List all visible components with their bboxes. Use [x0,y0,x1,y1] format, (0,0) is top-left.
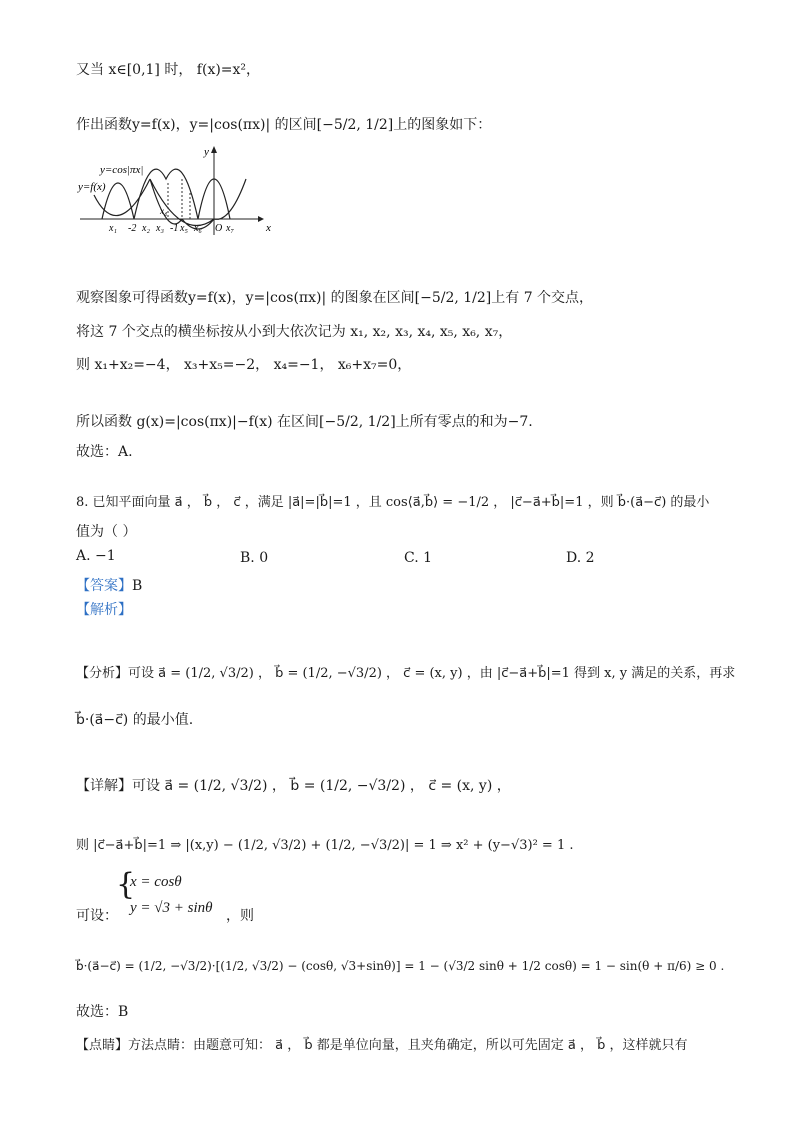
text-line-4: 将这 7 个交点的横坐标按从小到大依次记为 x₁, x₂, x₃, x₄, x₅, x₆, x₇， [76,324,513,340]
text-line-6: 所以函数 g(x)=|cos(πx)|−f(x) 在区间[−5/2, 1/2]上所有零点的和为−7. [76,414,533,430]
param-x: x = cosθ [130,874,182,890]
tick-label: O [215,223,223,234]
tick-label: x₇ [226,223,234,234]
tip-tag: 【点睛】 [76,1038,129,1053]
tick-label: x₁ [109,223,117,234]
detail-line-5: 故选：B [76,1004,129,1020]
curve-label-fx: y=f(x) [78,181,106,193]
tick-label: x₅ [180,223,188,234]
answer-line [76,576,142,596]
brace-symbol: { [116,867,136,902]
question-8-stem: 8. 已知平面向量 a⃗ ， b⃗ ， c⃗ ，满足 |a⃗|=|b⃗|=1 ，且 cos⟨a⃗,b⃗⟩ = −1/2 ， |c⃗−a⃗+b⃗|=1 ，则 b⃗·(a⃗−c⃗) 的最小 [76,495,710,510]
tick-label: -2 [128,223,137,234]
cos-curve-left [102,183,134,219]
tick-label: x₃ [156,223,164,234]
detail-section-tag: 【详解】 [76,778,132,794]
tick-label: x₂ [142,223,150,234]
analysis-line-2: b⃗·(a⃗−c⃗) 的最小值. [76,712,194,728]
x4-label: x₄ [160,206,168,216]
option-d: D. 2 [566,550,595,566]
text-line-3: 观察图象可得函数y=f(x)，y=|cos(πx)| 的图象在区间[−5/2, 1/2]上有 7 个交点， [76,290,594,306]
analysis-text-1: 可设 a⃗ = (1/2, √3/2) ， b⃗ = (1/2, −√3/2) ， c⃗ = (x, y) ，由 |c⃗−a⃗+b⃗|=1 得到 x, y 满足的关系，再求 [128,666,736,681]
text-line-2: 作出函数y=f(x)，y=|cos(πx)| 的区间[−5/2, 1/2]上的图象如下： [76,117,492,133]
param-intro: 可设： [76,908,118,924]
option-b: B. 0 [240,550,269,566]
question-8-stem-cont: 值为（ ） [76,524,137,540]
x-axis-label: x [266,222,271,234]
tick-label: -1 [170,223,179,234]
y-axis-arrow [211,146,217,153]
curve-label-cos: y=cos|πx| [100,164,144,176]
function-graph [76,143,276,238]
detail-text-1: 可设 a⃗ = (1/2, √3/2) ， b⃗ = (1/2, −√3/2) ， c⃗ = (x, y) ， [132,778,511,794]
y-axis-label: y [204,146,209,158]
param-y: y = √3 + sinθ [130,900,213,916]
detail-line-2: 则 |c⃗−a⃗+b⃗|=1 ⇒ |(x,y) − (1/2, √3/2) + (1/2, −√3/2)| = 1 ⇒ x² + (y−√3)² = 1 . [76,838,574,853]
detail-line-4: b⃗·(a⃗−c⃗) = (1/2, −√3/2)·[(1/2, √3/2) − (cosθ, √3+sinθ)] = 1 − (√3/2 sinθ + 1/2 cosθ) = 1 − sin(θ + π/6) ≥ 0 . [76,959,725,973]
param-then: ，则 [226,908,254,924]
text-line-5: 则 x₁+x₂=−4， x₃+x₅=−2， x₄=−1， x₆+x₇=0， [76,357,412,373]
answer-value: B [132,578,143,594]
fx-curve [94,179,246,229]
option-a: A. −1 [76,548,116,564]
detail-line-1 [76,776,511,796]
tip-line [76,1036,688,1056]
analysis-section-tag: 【分析】 [76,666,129,681]
analysis-tag: 【解析】 [76,602,132,618]
text-line-7: 故选：A. [76,444,133,460]
tick-label: x₆ [194,223,202,234]
tip-text: 方法点睛：由题意可知： a⃗ ， b⃗ 都是单位向量，且夹角确定，所以可先固定 a⃗ ， b⃗ ，这样就只有 [128,1038,688,1053]
x-axis-arrow [258,216,264,222]
option-c: C. 1 [404,550,433,566]
analysis-line-1 [76,664,735,684]
text-line-1: 又当 x∈[0,1] 时， f(x)=x²， [76,62,261,78]
answer-tag: 【答案】 [76,578,132,594]
